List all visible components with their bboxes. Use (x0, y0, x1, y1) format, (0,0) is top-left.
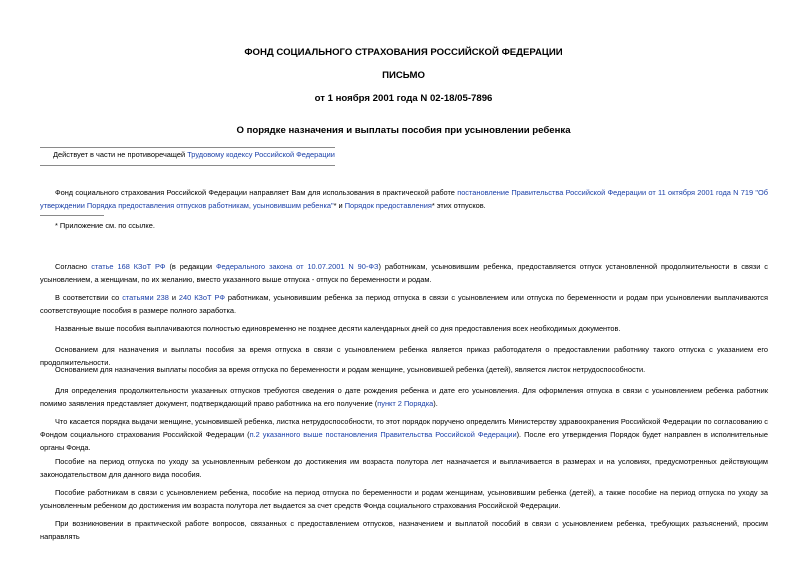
link-article-238[interactable]: статьями 238 (122, 293, 169, 302)
divider-bottom (40, 165, 335, 166)
paragraph-6 (40, 384, 768, 410)
link-government-decree[interactable]: постановление Правительства Российской Федерации от 11 октября 2001 года N 719 "Об утверждении Порядка предоставления отпусков работникам, усыновившим ребенка" (40, 188, 768, 210)
paragraph-2 (40, 291, 768, 317)
link-procedure[interactable]: Порядок предоставления (344, 201, 432, 210)
p7-text-2: ). После его утверждения Порядок будет направлен в исполнительные органы Фонда. (40, 430, 768, 452)
p1-text-1: Согласно (55, 262, 92, 271)
paragraph-10: При возникновении в практической работе вопросов, связанных с предоставлением отпусков, назначением и выплатой пособий в связи с усыновлением ребенка, требующих разъяснений, просим направлять (40, 519, 768, 541)
organization-name: ФОНД СОЦИАЛЬНОГО СТРАХОВАНИЯ РОССИЙСКОЙ ФЕДЕРАЦИИ (244, 47, 563, 58)
link-procedure-item-2[interactable]: пункт 2 Порядка (377, 399, 434, 408)
paragraph-8: Пособие на период отпуска по уходу за усыновленным ребенком до достижения им возраста полутора лет назначается и выплачивается в размерах и на условиях, предусмотренных действующим законодательством для данного вида пособия. (40, 457, 768, 479)
intro-paragraph (40, 186, 768, 212)
document-date-number: от 1 ноября 2001 года N 02-18/05-7896 (314, 93, 493, 104)
paragraph-3: Названные выше пособия выплачиваются полностью единовременно не позднее десяти календарных дней со дня предоставления всех необходимых документов. (55, 324, 621, 333)
link-article-240[interactable]: 240 КЗоТ РФ (178, 293, 225, 302)
paragraph-5: Основанием для назначения выплаты пособия за время отпуска по беременности и родам женщине, усыновившей ребенка (детей), является листок нетрудоспособности. (55, 365, 646, 374)
p6-text-1: Для определения продолжительности указанных отпусков требуются сведения о дате рождения ребенка и дате его усыновления. Для оформления отпуска в связи с усыновлением ребенка работник помимо заявления представляет документ, подтверждающий право работника на его получение ( (40, 386, 768, 408)
footnote: * Приложение см. по ссылке. (55, 221, 155, 230)
p2-text-1: В соответствии со (55, 293, 123, 302)
link-decree-item-2[interactable]: п.2 указанного выше постановления Правительства Российской Федерации (249, 430, 517, 439)
status-note (53, 148, 453, 161)
intro-text-3: * этих отпусков. (431, 201, 486, 210)
p2-text-3: работникам, усыновившим ребенка за период отпуска в связи с усыновлением или отпуска по беременности и родам при усыновлении выплачиваются соответствующие пособия в размере полного заработка. (40, 293, 768, 315)
paragraph-7 (40, 415, 768, 454)
intro-text-2: * и (333, 201, 345, 210)
p7-text-1: Что касается порядка выдачи женщине, усыновившей ребенка, листка нетрудоспособности, то этот порядок поручено определить Министерству здравоохранения Российской Федерации по согласованию с Фондом социального страхования Российской Федерации ( (40, 417, 768, 439)
status-note-text: Действует в части не противоречащей (53, 150, 188, 159)
paragraph-9: Пособие работникам в связи с усыновлением ребенка, пособие на период отпуска по беременности и родам женщинам, усыновившим ребенка (детей), а также пособие на период отпуска по уходу за усыновленным ребенком до достижения им возраста полутора лет выдается за счет средств Фонда социального страхования Российской Федерации. (40, 488, 768, 510)
p1-text-3: ) работникам, усыновившим ребенка, предоставляется отпуск установленной продолжительности в связи с усыновлением, а женщинам, по их желанию, вместо указанного выше отпуска - отпуск по беременности и родам. (40, 262, 768, 284)
document-type: ПИСЬМО (382, 70, 425, 81)
footnote-divider (40, 215, 104, 216)
p1-text-2: (в редакции (165, 262, 216, 271)
link-article-168[interactable]: статье 168 КЗоТ РФ (91, 262, 166, 271)
intro-text-1: Фонд социального страхования Российской Федерации направляет Вам для использования в практической работе (55, 188, 458, 197)
link-labor-code[interactable]: Трудовому кодексу Российской Федерации (187, 150, 335, 159)
p2-text-2: и (168, 293, 179, 302)
p6-text-2: ). (433, 399, 438, 408)
paragraph-4: Основанием для назначения и выплаты пособия за время отпуска в связи с усыновлением ребенка является приказ работодателя о предоставлении работнику такого отпуска с указанием его продолжительности. (40, 345, 768, 367)
link-federal-law-90[interactable]: Федерального закона от 10.07.2001 N 90-ФЗ (215, 262, 379, 271)
paragraph-1 (40, 260, 768, 286)
document-title: О порядке назначения и выплаты пособия при усыновлении ребенка (236, 125, 571, 136)
